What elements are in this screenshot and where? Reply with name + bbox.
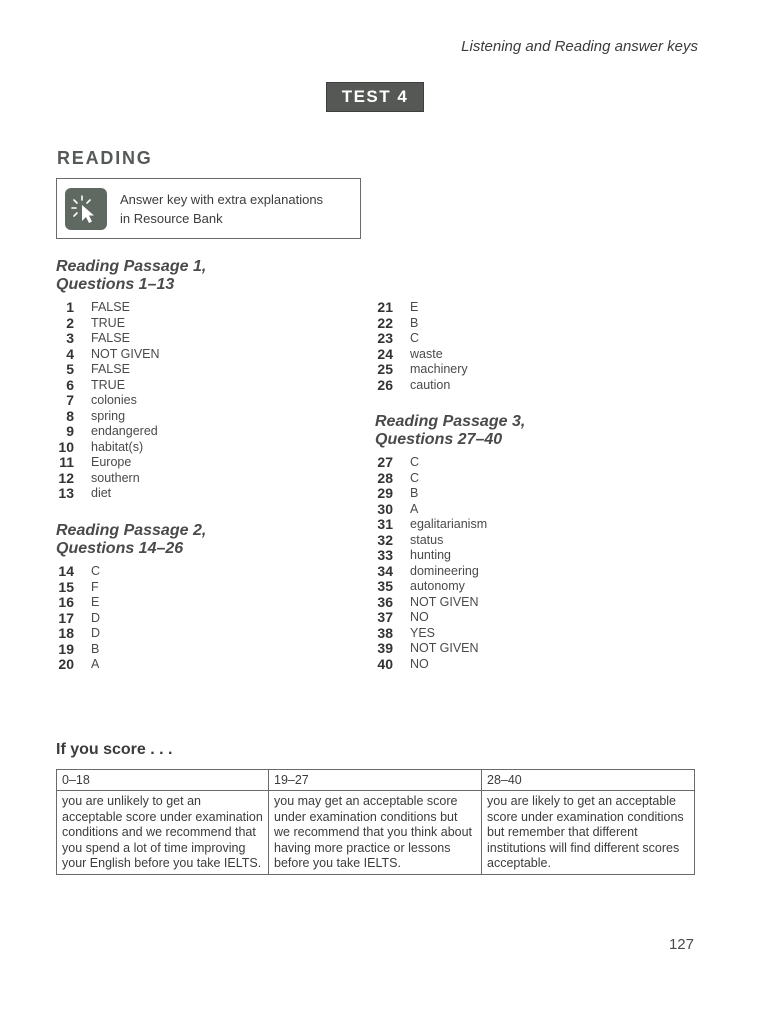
answer-text: caution (410, 377, 451, 392)
page-number: 127 (668, 936, 694, 953)
answer-text: TRUE (91, 315, 126, 330)
answer-text: FALSE (91, 300, 130, 314)
question-number: 22 (377, 314, 393, 331)
question-number: 29 (377, 485, 393, 501)
resource-box[interactable] (56, 178, 361, 239)
score-advice-cell: you are unlikely to get an acceptable score under examination conditions and we recommend that you spend a lot of time improving your English before you take IELTS. (57, 791, 269, 875)
answer-text: southern (91, 470, 140, 485)
answer-text: hunting (410, 548, 452, 562)
answer-text: status (410, 532, 444, 547)
answer-text: FALSE (91, 362, 130, 376)
question-number: 30 (377, 500, 393, 517)
cursor-click-icon (65, 188, 107, 230)
score-band-header: 19–27 (269, 770, 482, 791)
question-number: 6 (66, 376, 74, 393)
answer-text: E (410, 300, 419, 314)
question-number: 12 (58, 469, 74, 486)
score-table (56, 769, 695, 875)
question-number: 39 (377, 640, 393, 656)
list-item (375, 347, 655, 363)
answer-text: autonomy (410, 579, 465, 593)
question-number: 8 (66, 407, 74, 424)
question-number: 27 (377, 454, 393, 470)
answer-text: endangered (91, 424, 158, 438)
answer-text: B (410, 315, 419, 330)
resource-text-line-1: Answer key with extra explanations (120, 192, 324, 207)
table-row (57, 791, 695, 875)
answer-text: NOT GIVEN (91, 346, 160, 361)
question-number: 13 (58, 485, 74, 501)
list-item (56, 378, 336, 394)
score-table-header-row (57, 770, 695, 791)
list-item (375, 641, 655, 657)
question-number: 28 (377, 469, 393, 486)
answer-text: spring (91, 408, 126, 423)
score-advice-cell: you are likely to get an acceptable score under examination conditions but remember that different institutions will find different scores acceptable. (482, 791, 695, 875)
running-head: Listening and Reading answer keys (461, 38, 698, 55)
question-number: 1 (66, 299, 74, 315)
list-item (56, 611, 336, 627)
answer-text: C (410, 331, 420, 345)
list-item (375, 378, 655, 394)
question-number: 17 (58, 609, 74, 626)
question-number: 35 (377, 578, 393, 594)
answer-text: domineering (410, 563, 479, 578)
list-item (375, 657, 655, 673)
answer-text: habitat(s) (91, 439, 144, 454)
answer-text: C (91, 564, 101, 578)
list-item (375, 610, 655, 626)
score-band-header: 0–18 (57, 770, 269, 791)
question-number: 34 (377, 562, 393, 579)
passage-1-heading (56, 258, 206, 294)
resource-text-line-2: in Resource Bank (120, 211, 223, 226)
passage-3-answers (375, 455, 655, 672)
question-number: 23 (377, 330, 393, 346)
question-number: 31 (377, 516, 393, 532)
question-number: 7 (66, 392, 74, 408)
answer-text: NOT GIVEN (410, 594, 479, 609)
question-number: 36 (377, 593, 393, 610)
question-number: 16 (58, 594, 74, 610)
passage-1-answers (56, 300, 336, 502)
list-item (375, 548, 655, 564)
list-item (375, 331, 655, 347)
list-item (375, 517, 655, 533)
answer-text: colonies (91, 393, 137, 407)
answer-text: Europe (91, 455, 132, 469)
list-item (56, 362, 336, 378)
answer-text: E (91, 595, 100, 609)
passage-2-questions: Questions 14–26 (56, 540, 184, 557)
passage-1-questions: Questions 1–13 (56, 276, 175, 293)
question-number: 9 (66, 423, 74, 439)
answer-text: diet (91, 486, 112, 500)
list-item (375, 300, 655, 316)
list-item (56, 347, 336, 363)
passage-2-heading (56, 522, 206, 558)
answer-text: YES (410, 625, 436, 640)
test-badge: TEST 4 (327, 83, 423, 111)
question-number: 38 (377, 624, 393, 641)
answer-text: C (410, 455, 420, 469)
list-item (56, 595, 336, 611)
answer-text: egalitarianism (410, 517, 488, 531)
list-item (56, 564, 336, 580)
answer-text: machinery (410, 362, 468, 376)
passage-2-answers-part-2 (375, 300, 655, 393)
list-item (375, 579, 655, 595)
passage-2-title: Reading Passage 2, (56, 522, 207, 539)
resource-text (120, 190, 360, 228)
list-item (375, 486, 655, 502)
question-number: 19 (58, 640, 74, 657)
question-number: 3 (66, 330, 74, 346)
passage-1-title: Reading Passage 1, (56, 258, 207, 275)
question-number: 18 (58, 625, 74, 641)
passage-3-heading (375, 413, 525, 449)
list-item (56, 657, 336, 673)
answer-text: C (410, 470, 420, 485)
list-item (375, 316, 655, 332)
answer-text: TRUE (91, 377, 126, 392)
list-item (375, 564, 655, 580)
list-item (56, 300, 336, 316)
answer-text: B (91, 641, 100, 656)
question-number: 25 (377, 361, 393, 377)
question-number: 24 (377, 345, 393, 362)
answer-text: waste (410, 346, 443, 361)
answer-text: FALSE (91, 331, 130, 345)
answer-text: F (91, 579, 99, 594)
list-item (375, 362, 655, 378)
score-heading: If you score . . . (56, 741, 173, 758)
score-band-header: 28–40 (482, 770, 695, 791)
passage-2-answers-part-1 (56, 564, 336, 673)
question-number: 15 (58, 578, 74, 595)
question-number: 14 (58, 563, 74, 579)
question-number: 20 (58, 656, 74, 672)
list-item (56, 455, 336, 471)
question-number: 37 (377, 609, 393, 625)
section-title: READING (57, 148, 153, 168)
list-item (56, 409, 336, 425)
passage-3-questions: Questions 27–40 (375, 431, 503, 448)
answer-text: B (410, 486, 419, 500)
list-item (375, 533, 655, 549)
question-number: 4 (66, 345, 74, 362)
list-item (56, 424, 336, 440)
list-item (375, 471, 655, 487)
list-item (375, 595, 655, 611)
question-number: 40 (377, 655, 393, 672)
score-advice-cell: you may get an acceptable score under examination conditions but we recommend that you think about having more practice or lessons before you take IELTS. (269, 791, 482, 875)
answer-text: NO (410, 656, 429, 671)
list-item (56, 486, 336, 502)
question-number: 32 (377, 531, 393, 548)
answer-text: A (91, 657, 100, 671)
answer-text: NOT GIVEN (410, 641, 479, 655)
question-number: 10 (58, 438, 74, 455)
question-number: 11 (59, 454, 74, 470)
list-item (56, 471, 336, 487)
question-number: 21 (377, 299, 393, 315)
list-item (56, 642, 336, 658)
list-item (375, 455, 655, 471)
list-item (56, 626, 336, 642)
question-number: 26 (377, 376, 393, 393)
list-item (375, 502, 655, 518)
question-number: 5 (66, 361, 74, 377)
answer-text: A (410, 501, 419, 516)
list-item (56, 580, 336, 596)
answer-text: NO (410, 610, 429, 624)
list-item (56, 316, 336, 332)
question-number: 33 (377, 547, 393, 563)
list-item (56, 440, 336, 456)
list-item (375, 626, 655, 642)
answer-text: D (91, 626, 101, 640)
list-item (56, 331, 336, 347)
passage-3-title: Reading Passage 3, (375, 413, 526, 430)
list-item (56, 393, 336, 409)
answer-text: D (91, 610, 101, 625)
question-number: 2 (66, 314, 74, 331)
